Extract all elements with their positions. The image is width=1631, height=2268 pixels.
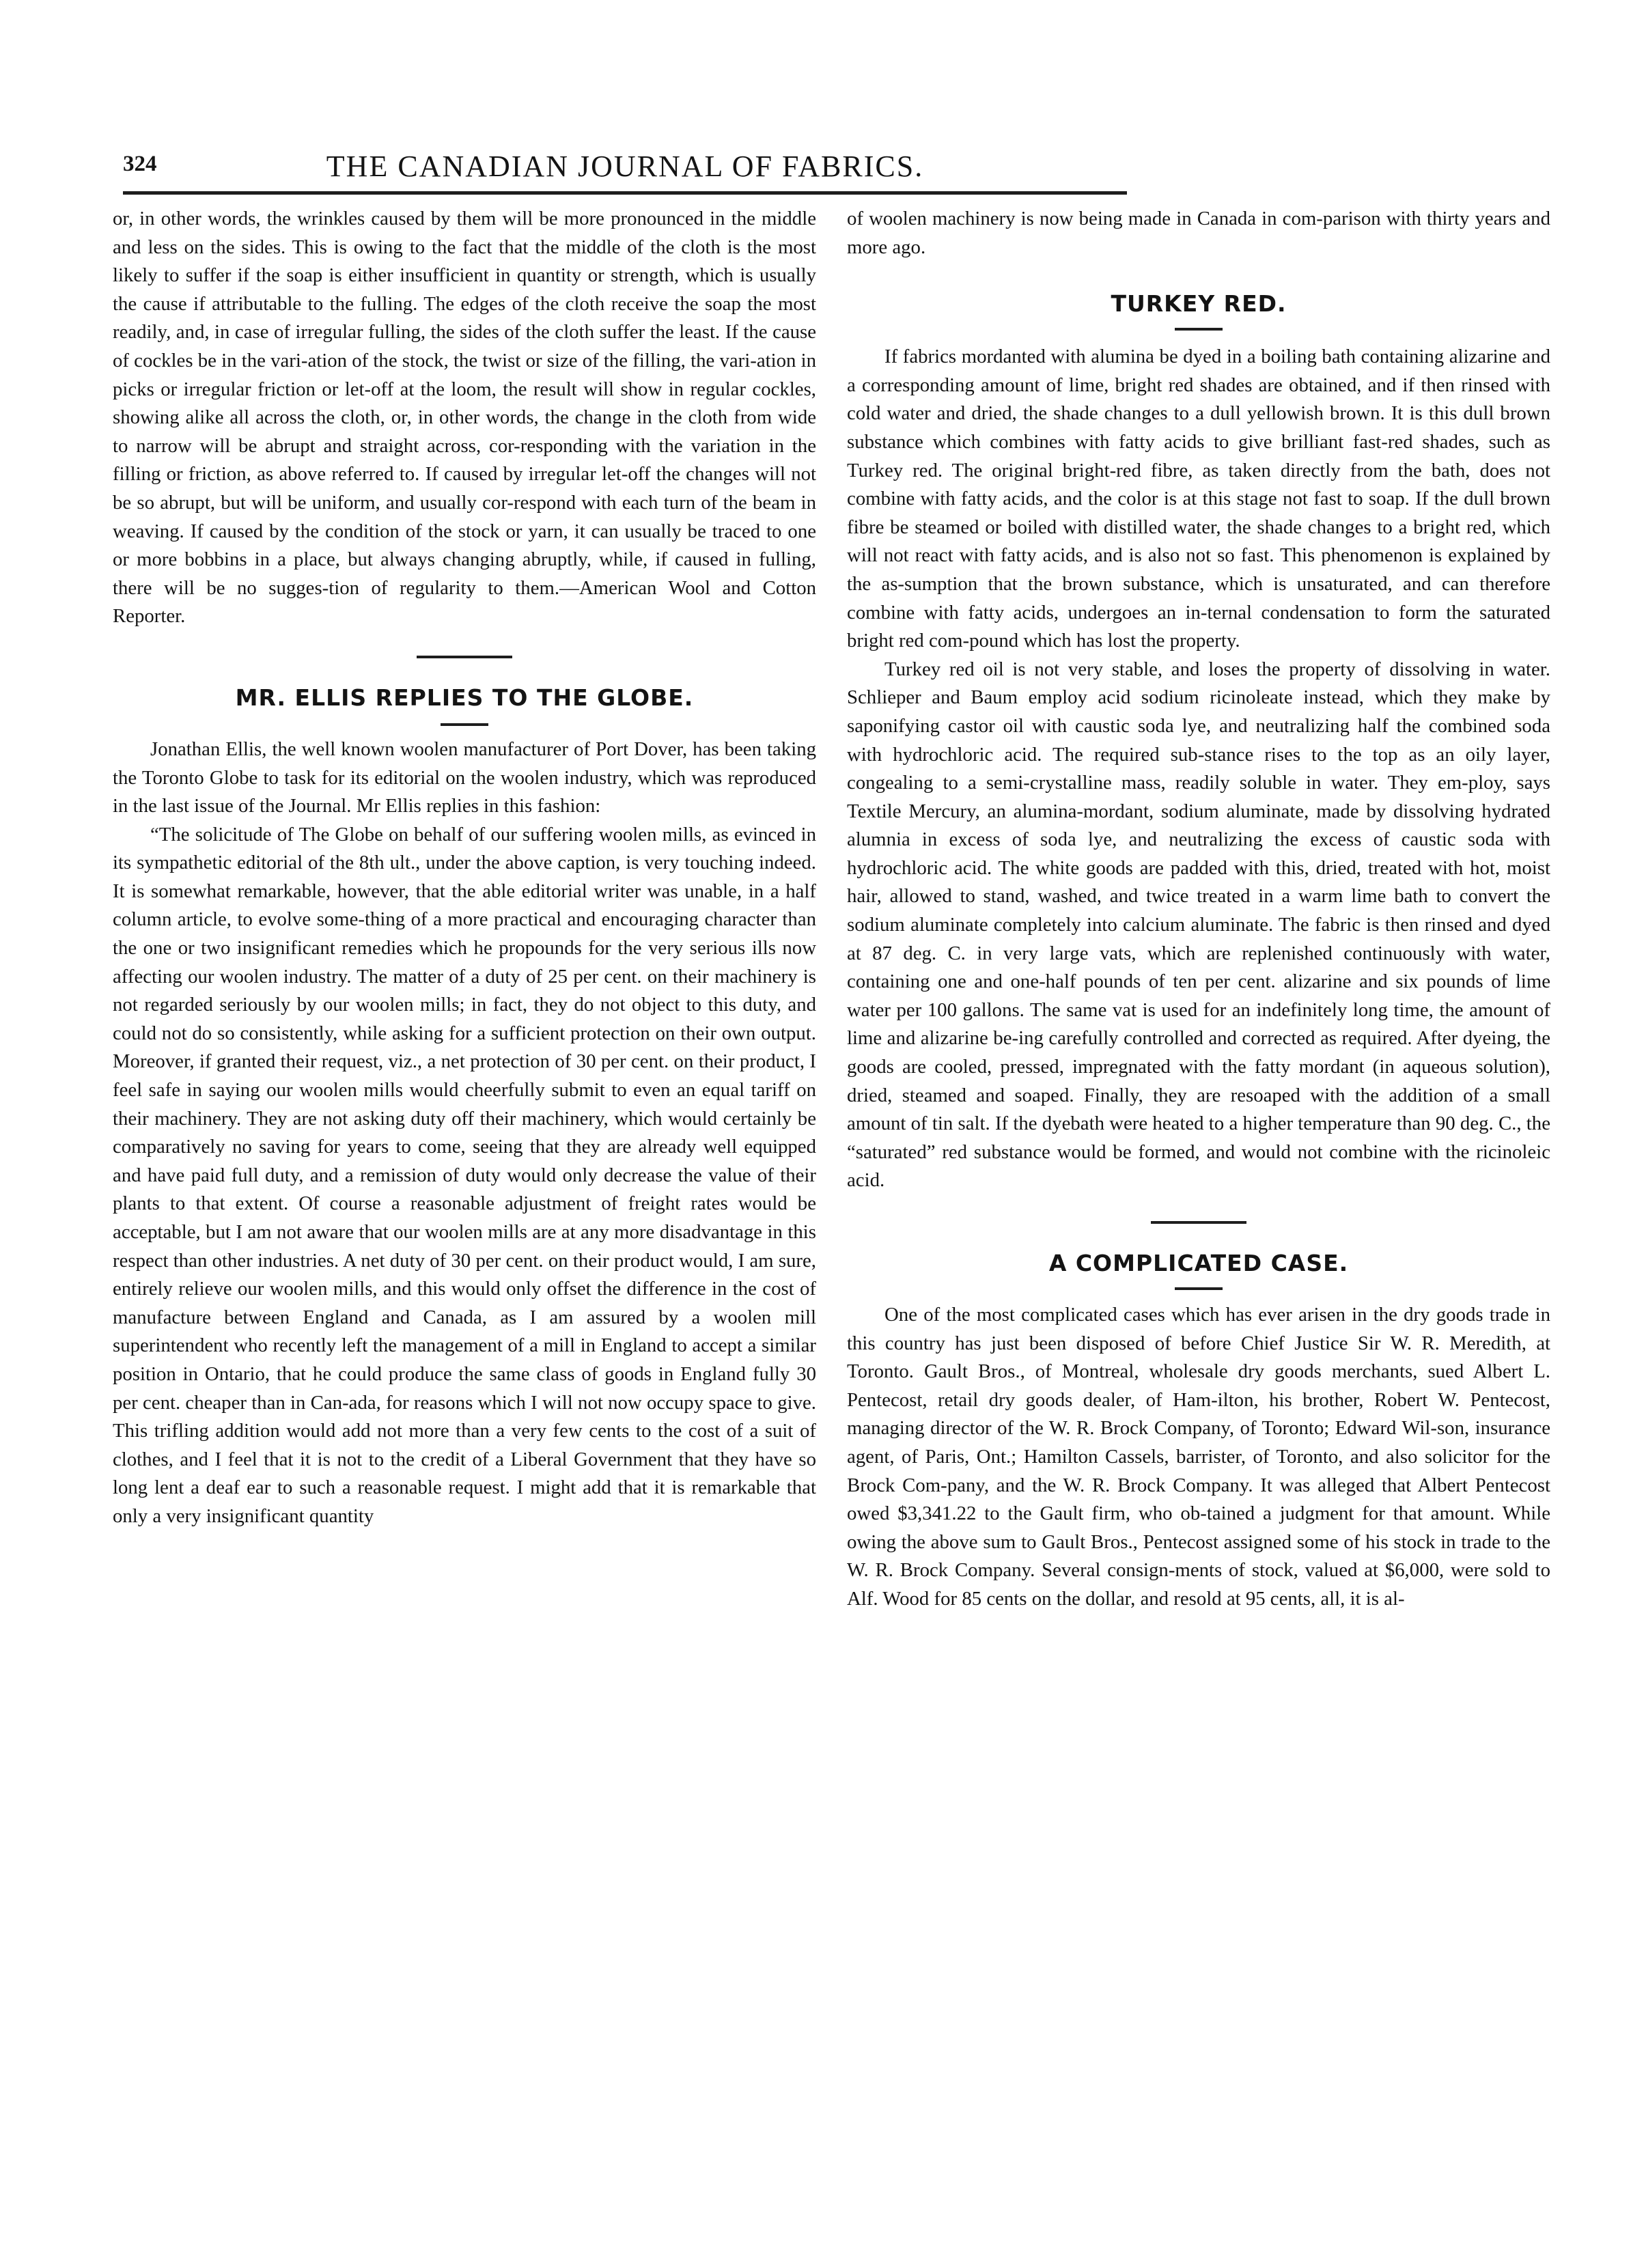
text-line: likely to suffer if the soap is either insufficient in quantity	[113, 264, 582, 287]
text-line: responding with the variation in the filling or friction, as	[113, 434, 816, 486]
text-line: pronounced in the middle and less on the sides. This is	[113, 208, 816, 258]
text-line: this respect than other industries. A net duty of 30 per cent.	[113, 1221, 816, 1272]
text-line: fatty acids to give brilliant fast-red shades, such as Turkey	[847, 430, 1550, 481]
article-heading-turkey-red: TURKEY RED.	[1111, 290, 1287, 318]
right-intro-paragraph	[847, 205, 1550, 262]
complicated-case-paragraph-1	[847, 1301, 1550, 1614]
text-line: of the W. R. Brock Company, of Toronto; Edward Wil-	[997, 1417, 1437, 1440]
text-line: substance would be formed, and would not combine with	[973, 1140, 1439, 1163]
article-heading-ellis: MR. ELLIS REPLIES TO THE GLOBE.	[235, 684, 694, 711]
text-line: the cloth, or, in other words, the change in the cloth from	[310, 406, 772, 429]
text-line: value of their plants to that extent. Of course a reasonable	[113, 1164, 817, 1215]
text-line: The matter of a duty of 25 per cent. on their machinery is	[357, 965, 816, 988]
turkey-red-paragraph-2	[847, 656, 1550, 1195]
text-line: or strength, which is usually the cause if attributable to the	[113, 264, 817, 315]
text-line: Reporter.	[113, 605, 186, 628]
text-line: owing to the fact that the middle of the cloth is the most	[353, 236, 816, 258]
article-separator	[1151, 1221, 1246, 1224]
text-line: adjustment of freight rates would be acceptable, but I am not	[113, 1192, 816, 1243]
page-header	[123, 149, 1127, 190]
text-line: readily, and, in case of irregular fulling, the sides of the	[113, 321, 550, 344]
text-line: the one or two insignificant remedies which he propounds	[113, 937, 582, 960]
text-line: then rinsed and dyed at 87 deg. C. in very large vats, which	[847, 914, 1550, 964]
text-line: stance rises to the top as an oily layer, congealing to a	[847, 743, 1550, 794]
text-line: 85 cents on the dollar, and resold at 95 cents, all, it is al-	[962, 1587, 1405, 1610]
text-line: 30 per cent. on their product, I feel safe in saying our woolen	[113, 1050, 816, 1102]
text-line: red. The original bright-red fibre, as taken directly from	[912, 459, 1389, 481]
text-line: higher temperature than 90 deg. C., the “saturated” red	[847, 1112, 1550, 1163]
text-line: small amount of tin salt. If the dyebath were heated to a	[847, 1084, 1550, 1135]
text-line: sum to Gault Bros., Pentecost assigned some of his stock	[983, 1530, 1436, 1553]
text-line: the ricinoleic acid.	[847, 1140, 1550, 1192]
text-line: parison with thirty years and more ago.	[847, 208, 1550, 258]
article-separator	[417, 656, 512, 658]
text-line: fulling. The edges of the cloth receive the soap the most	[360, 292, 816, 315]
text-line: Gault Bros., of Montreal, wholesale dry goods merchants,	[923, 1360, 1418, 1383]
text-line: aware that our woolen mills are at any more disadvantage in	[307, 1221, 783, 1243]
text-line: ation of the stock, the twist or size of the filling, the vari-	[307, 349, 757, 372]
text-line: It is somewhat remarkable, however, that the able editorial	[113, 880, 587, 902]
text-line: ilton, his brother, Robert W. Pentecost, managing director	[847, 1388, 1550, 1440]
text-line: and can therefore combine with fatty acids, undergoes an in-	[847, 572, 1550, 624]
text-line: of goods in England fully 30 per cent. cheaper than in Can-	[113, 1362, 816, 1414]
text-line: are replenished continuously with water, containing one	[847, 942, 1551, 993]
text-line: ada, for reasons which I will not now occupy space to give.	[348, 1391, 816, 1414]
text-line: which would certainly be comparatively no saving for years	[113, 1107, 816, 1158]
text-line: combined soda with hydrochloric acid. The required sub-	[847, 714, 1551, 766]
left-column	[113, 205, 816, 1531]
header-rule	[123, 191, 1127, 195]
text-line: and one-half pounds of ten per cent. alizarine and six pounds	[974, 970, 1483, 993]
text-line: semi-crystalline mass, readily soluble in water. They em-	[986, 772, 1468, 794]
text-line: by the condition of the stock or yarn, it can usually be traced	[269, 520, 761, 542]
heading-rule	[1175, 1287, 1223, 1290]
text-line: soaped. Finally, they are resoaped with the addition of a	[1014, 1084, 1498, 1106]
turkey-red-paragraph-1	[847, 343, 1550, 656]
text-line: result will show in regular cockles, showing alike all across	[113, 378, 816, 429]
text-line: Moreover, if granted their request, viz., a net protection of	[113, 1050, 572, 1073]
text-line: sumption that the brown substance, which is unsaturated,	[904, 572, 1393, 595]
text-line: soda lye, and neutralizing the excess of caustic soda with	[1040, 828, 1551, 851]
text-line: of lime water per 100 gallons. The same vat is used for an	[847, 970, 1551, 1021]
text-line: abruptly, while, if caused in fulling, there will be no sugges-	[113, 548, 816, 599]
text-line: the cost of manufacture between England and Canada, as I	[113, 1278, 817, 1328]
text-line: ternal condensation to form the saturated bright red com-	[847, 601, 1550, 652]
text-line: machinery. They are not asking duty off their machinery,	[154, 1107, 609, 1130]
text-line: for the very serious ills now affecting our woolen industry.	[113, 937, 816, 988]
text-line: will not be so abrupt, but will be uniform, and usually cor-	[113, 463, 817, 514]
text-line: Albert Pentecost owed $3,341.22 to the Gault firm, who ob-	[847, 1474, 1550, 1525]
text-line: that it is remarkable that only a very insignificant quantity	[113, 1476, 816, 1527]
text-line: to a bright red, which will not react with fatty acids, and is	[847, 516, 1551, 567]
text-line: writer was unable, in a half column article, to evolve some-	[113, 880, 817, 931]
article-heading-complicated-case: A COMPLICATED CASE.	[1048, 1250, 1349, 1276]
text-line: position in Ontario, that he could produce the same class	[113, 1362, 575, 1385]
text-line: to the credit of a Liberal Government that they have so long	[113, 1448, 816, 1499]
text-line: hydrochloric acid. The white goods are padded with this,	[847, 856, 1309, 879]
heading-rule	[1175, 328, 1223, 331]
heading-rule	[441, 723, 488, 726]
text-line: respond with each turn of the beam in weaving. If caused	[113, 491, 817, 542]
text-line: also not so fast. This phenomenon is explained by the as-	[847, 544, 1550, 595]
text-line: of dissolving in water. Schlieper and Baum employ acid	[847, 658, 1550, 709]
text-line: above referred to. If caused by irregular let-off the changes	[279, 463, 749, 486]
text-line: sued Albert L. Pentecost, retail dry goods dealer, of Ham-	[847, 1360, 1551, 1411]
text-line: If fabrics mordanted with alumina be dyed in a boiling	[884, 346, 1317, 368]
text-line: or, in other words, the wrinkles caused by them will be more	[113, 208, 604, 229]
text-line: cold water and dried, the shade changes to a dull yellowish	[847, 402, 1324, 425]
text-line: tained a judgment for that amount. While owing the above	[847, 1502, 1550, 1553]
ellis-paragraph-1	[113, 736, 816, 821]
text-line: barrister, of Toronto, and also solicitor for the Brock Com-	[847, 1445, 1550, 1496]
text-line: dried, treated with hot, moist hair, allowed to stand, washed,	[847, 856, 1551, 908]
text-line: its editorial on the woolen industry, which was reproduced	[350, 766, 816, 789]
text-line: of woolen machinery is now being made in Canada in com-	[847, 208, 1323, 229]
text-line: in trade to the W. R. Brock Company. Several consign-	[847, 1530, 1550, 1582]
text-line: steamed or boiled with distilled water, the shade changes	[915, 516, 1371, 538]
text-line: wide to narrow will be abrupt and straight across, cor-	[113, 406, 816, 457]
text-line: lime, bright red shades are obtained, and if then rinsed with	[1068, 374, 1551, 396]
text-line: cents to the cost of a suit of clothes, and I feel that it is not	[113, 1420, 817, 1470]
text-line: the management of a mill in England to accept a similar	[372, 1334, 817, 1357]
ellis-paragraph-2	[113, 821, 816, 1531]
text-line: on their product would, I am sure, entirely relieve our	[113, 1249, 817, 1300]
text-line: paid full duty, and a remission of duty would only decrease the	[191, 1164, 702, 1186]
right-column	[847, 205, 1550, 1614]
text-line: sodium ricinoleate instead, which they make by saponifying	[847, 686, 1551, 737]
text-line: to one or more bobbins in a place, but always changing	[113, 520, 817, 571]
text-line: 8th ult., under the above caption, is very touching indeed.	[359, 852, 817, 874]
text-line: indefinitely long time, the amount of lime and alizarine be-	[847, 998, 1551, 1050]
text-line: aluminate completely into calcium aluminate. The fabric is	[910, 914, 1380, 936]
text-line: Turkey red oil is not very stable, and loses the property	[884, 658, 1356, 680]
text-line: brown. It is this dull brown substance which combines with	[847, 402, 1551, 453]
text-line: in the dry goods trade in this country has just been disposed	[847, 1304, 1550, 1354]
text-line: fatty mordant (in aqueous solution), dried, steamed and	[847, 1056, 1550, 1106]
text-line: tion of regularity to them.—American Wool and Cotton	[329, 576, 816, 599]
text-line: This trifling addition would add not more than a very few	[113, 1420, 583, 1442]
text-line: Jonathan Ellis, the well known woolen manufacturer of	[150, 738, 591, 760]
text-line: ation in picks or irregular friction or let-off at the loom, the	[113, 349, 817, 400]
text-line: woolen mills, and this would only offset the difference in	[269, 1278, 727, 1300]
text-line: lent a deaf ear to such a reasonable request. I might add	[154, 1476, 611, 1499]
text-line: am assured by a woolen mill superintendent who recently left	[113, 1306, 816, 1357]
text-line: bath containing alizarine and a corresponding amount of	[847, 346, 1551, 396]
text-line: not object to this duty, and could not do so consistently,	[113, 994, 817, 1044]
text-line: son, insurance agent, of Paris, Ont.; Hamilton Cassels,	[847, 1417, 1551, 1468]
text-line: thing of a more practical and encouraging character than	[364, 908, 817, 931]
text-line: ing carefully controlled and corrected as required. After	[1018, 1027, 1458, 1050]
text-line: castor oil with caustic soda lye, and neutralizing half the	[947, 714, 1421, 737]
text-line: is at this stage not fast to soap. If the dull brown fibre be	[847, 488, 1550, 538]
text-line: while asking for a sufficient protection on their own output.	[343, 1022, 816, 1044]
text-line: the bath, does not combine with fatty acids, and the color	[847, 459, 1550, 510]
left-intro-paragraph	[113, 205, 816, 631]
text-line: Port Dover, has been taking the Toronto Globe to task for	[113, 738, 816, 789]
text-line: mills would cheerfully submit to even an equal tariff on their	[113, 1079, 816, 1130]
journal-title: THE CANADIAN JOURNAL OF FABRICS.	[326, 150, 924, 183]
text-line: in the last issue of the Journal. Mr Ellis replies in this	[113, 795, 533, 817]
text-line: ments of stock, valued at $6,000, were sold to Alf. Wood for	[847, 1559, 1550, 1610]
text-line: aluminate, made by dissolving hydrated alumnia in excess of	[847, 800, 1550, 851]
text-line: of before Chief Justice Sir W. R. Meredith, at Toronto.	[847, 1332, 1551, 1383]
page-number: 324	[123, 152, 157, 176]
text-line: “The solicitude of The Globe on behalf of our suffering	[150, 823, 594, 845]
text-line: cloth suffer the least. If the cause of cockles be in the vari-	[113, 321, 817, 372]
text-line: fashion:	[537, 795, 601, 817]
text-line: and twice treated in a warm lime bath to convert the sodium	[847, 885, 1551, 936]
text-line: pany, and the W. R. Brock Company. It was alleged that	[947, 1474, 1412, 1496]
text-line: pound which has lost the property.	[969, 630, 1240, 652]
text-line: to come, seeing that they are already well equipped and have	[113, 1136, 816, 1186]
text-line: One of the most complicated cases which has ever arisen	[884, 1304, 1346, 1326]
text-line: ploy, says Textile Mercury, an alumina-mordant, sodium	[847, 772, 1551, 822]
text-line: dyeing, the goods are cooled, pressed, impregnated with the	[847, 1027, 1550, 1078]
text-line: not regarded seriously by our woolen mills; in fact, they do	[113, 994, 594, 1016]
text-line: woolen mills, as evinced in its sympathetic editorial of the	[113, 823, 816, 874]
